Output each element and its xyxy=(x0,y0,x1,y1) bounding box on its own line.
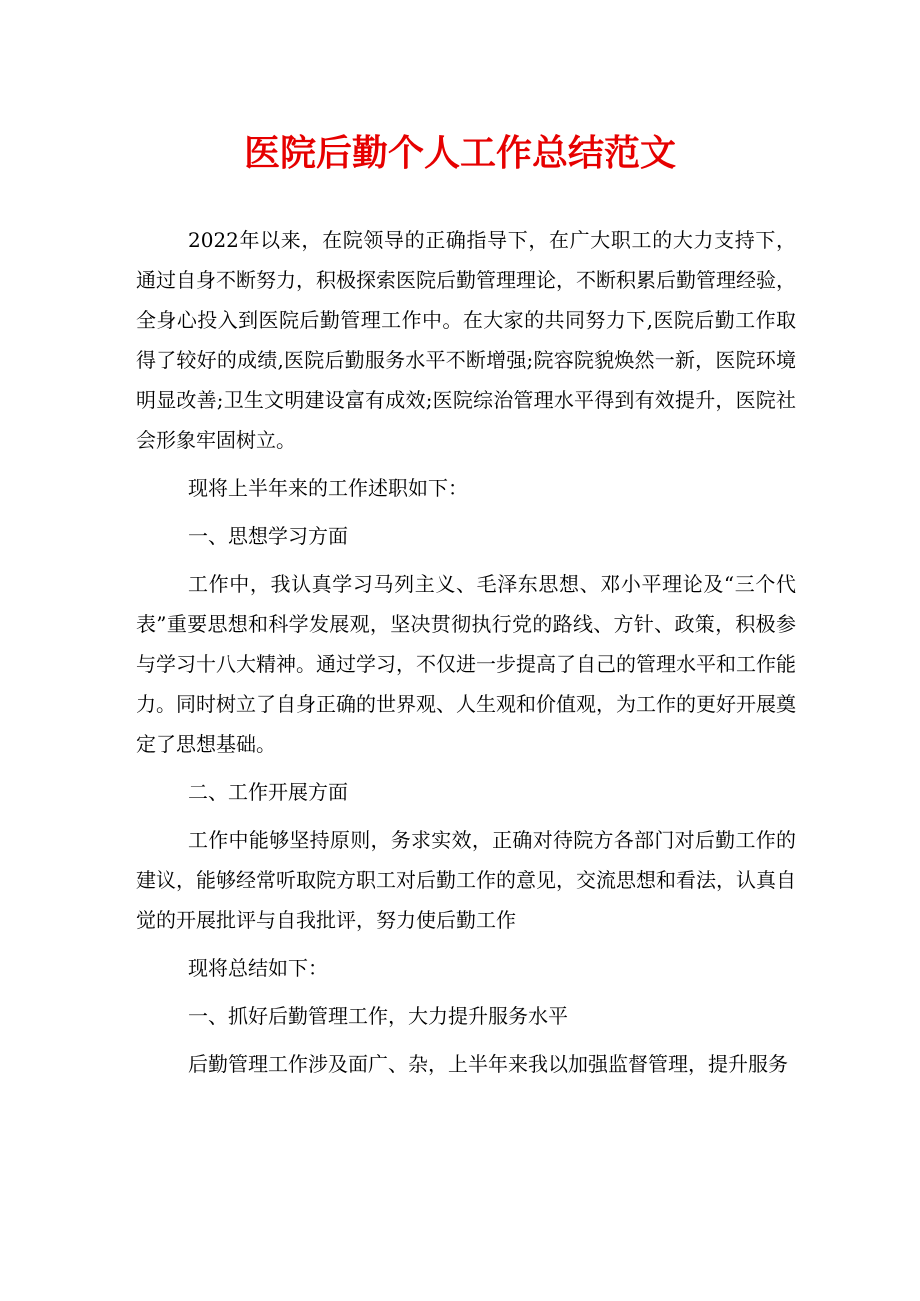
section-heading-work: 二、工作开展方面 xyxy=(188,780,348,804)
document-body xyxy=(136,220,796,1092)
paragraph-logistics: 后勤管理工作涉及面广、杂，上半年来我以加强监督管理，提升服务 xyxy=(188,1052,788,1076)
paragraph-ideology: 工作中，我认真学习马列主义、毛泽东思想、邓小平理论及“三个代表”重要思想和科学发展观，坚决贯彻执行党的路线、方针、政策，积极参与学习十八大精神。通过学习，不仅进一步提高了自己的管理水平和工作能力。同时树立了自身正确的世界观、人生观和价值观，为工作的更好开展奠定了思想基础。 xyxy=(136,572,796,756)
section-heading-ideology: 一、思想学习方面 xyxy=(188,524,348,548)
paragraph-intro: 2022年以来，在院领导的正确指导下，在广大职工的大力支持下，通过自身不断努力，积极探索医院后勤管理理论，不断积累后勤管理经验，全身心投入到医院后勤管理工作中。在大家的共同努力下,医院后勤工作取得了较好的成绩,医院后勤服务水平不断增强;院容院貌焕然一新，医院环境明显改善;卫生文明建设富有成效;医院综治管理水平得到有效提升，医院社会形象牢固树立。 xyxy=(136,228,796,452)
document-title: 医院后勤个人工作总结范文 xyxy=(243,133,676,174)
paragraph-summary-lead: 现将总结如下： xyxy=(188,956,328,980)
paragraph-report-lead: 现将上半年来的工作述职如下： xyxy=(188,476,468,500)
paragraph-work: 工作中能够坚持原则，务求实效，正确对待院方各部门对后勤工作的建议，能够经常听取院方职工对后勤工作的意见，交流思想和看法，认真自觉的开展批评与自我批评，努力使后勤工作 xyxy=(136,828,796,932)
section-heading-logistics: 一、抓好后勤管理工作，大力提升服务水平 xyxy=(188,1004,568,1028)
